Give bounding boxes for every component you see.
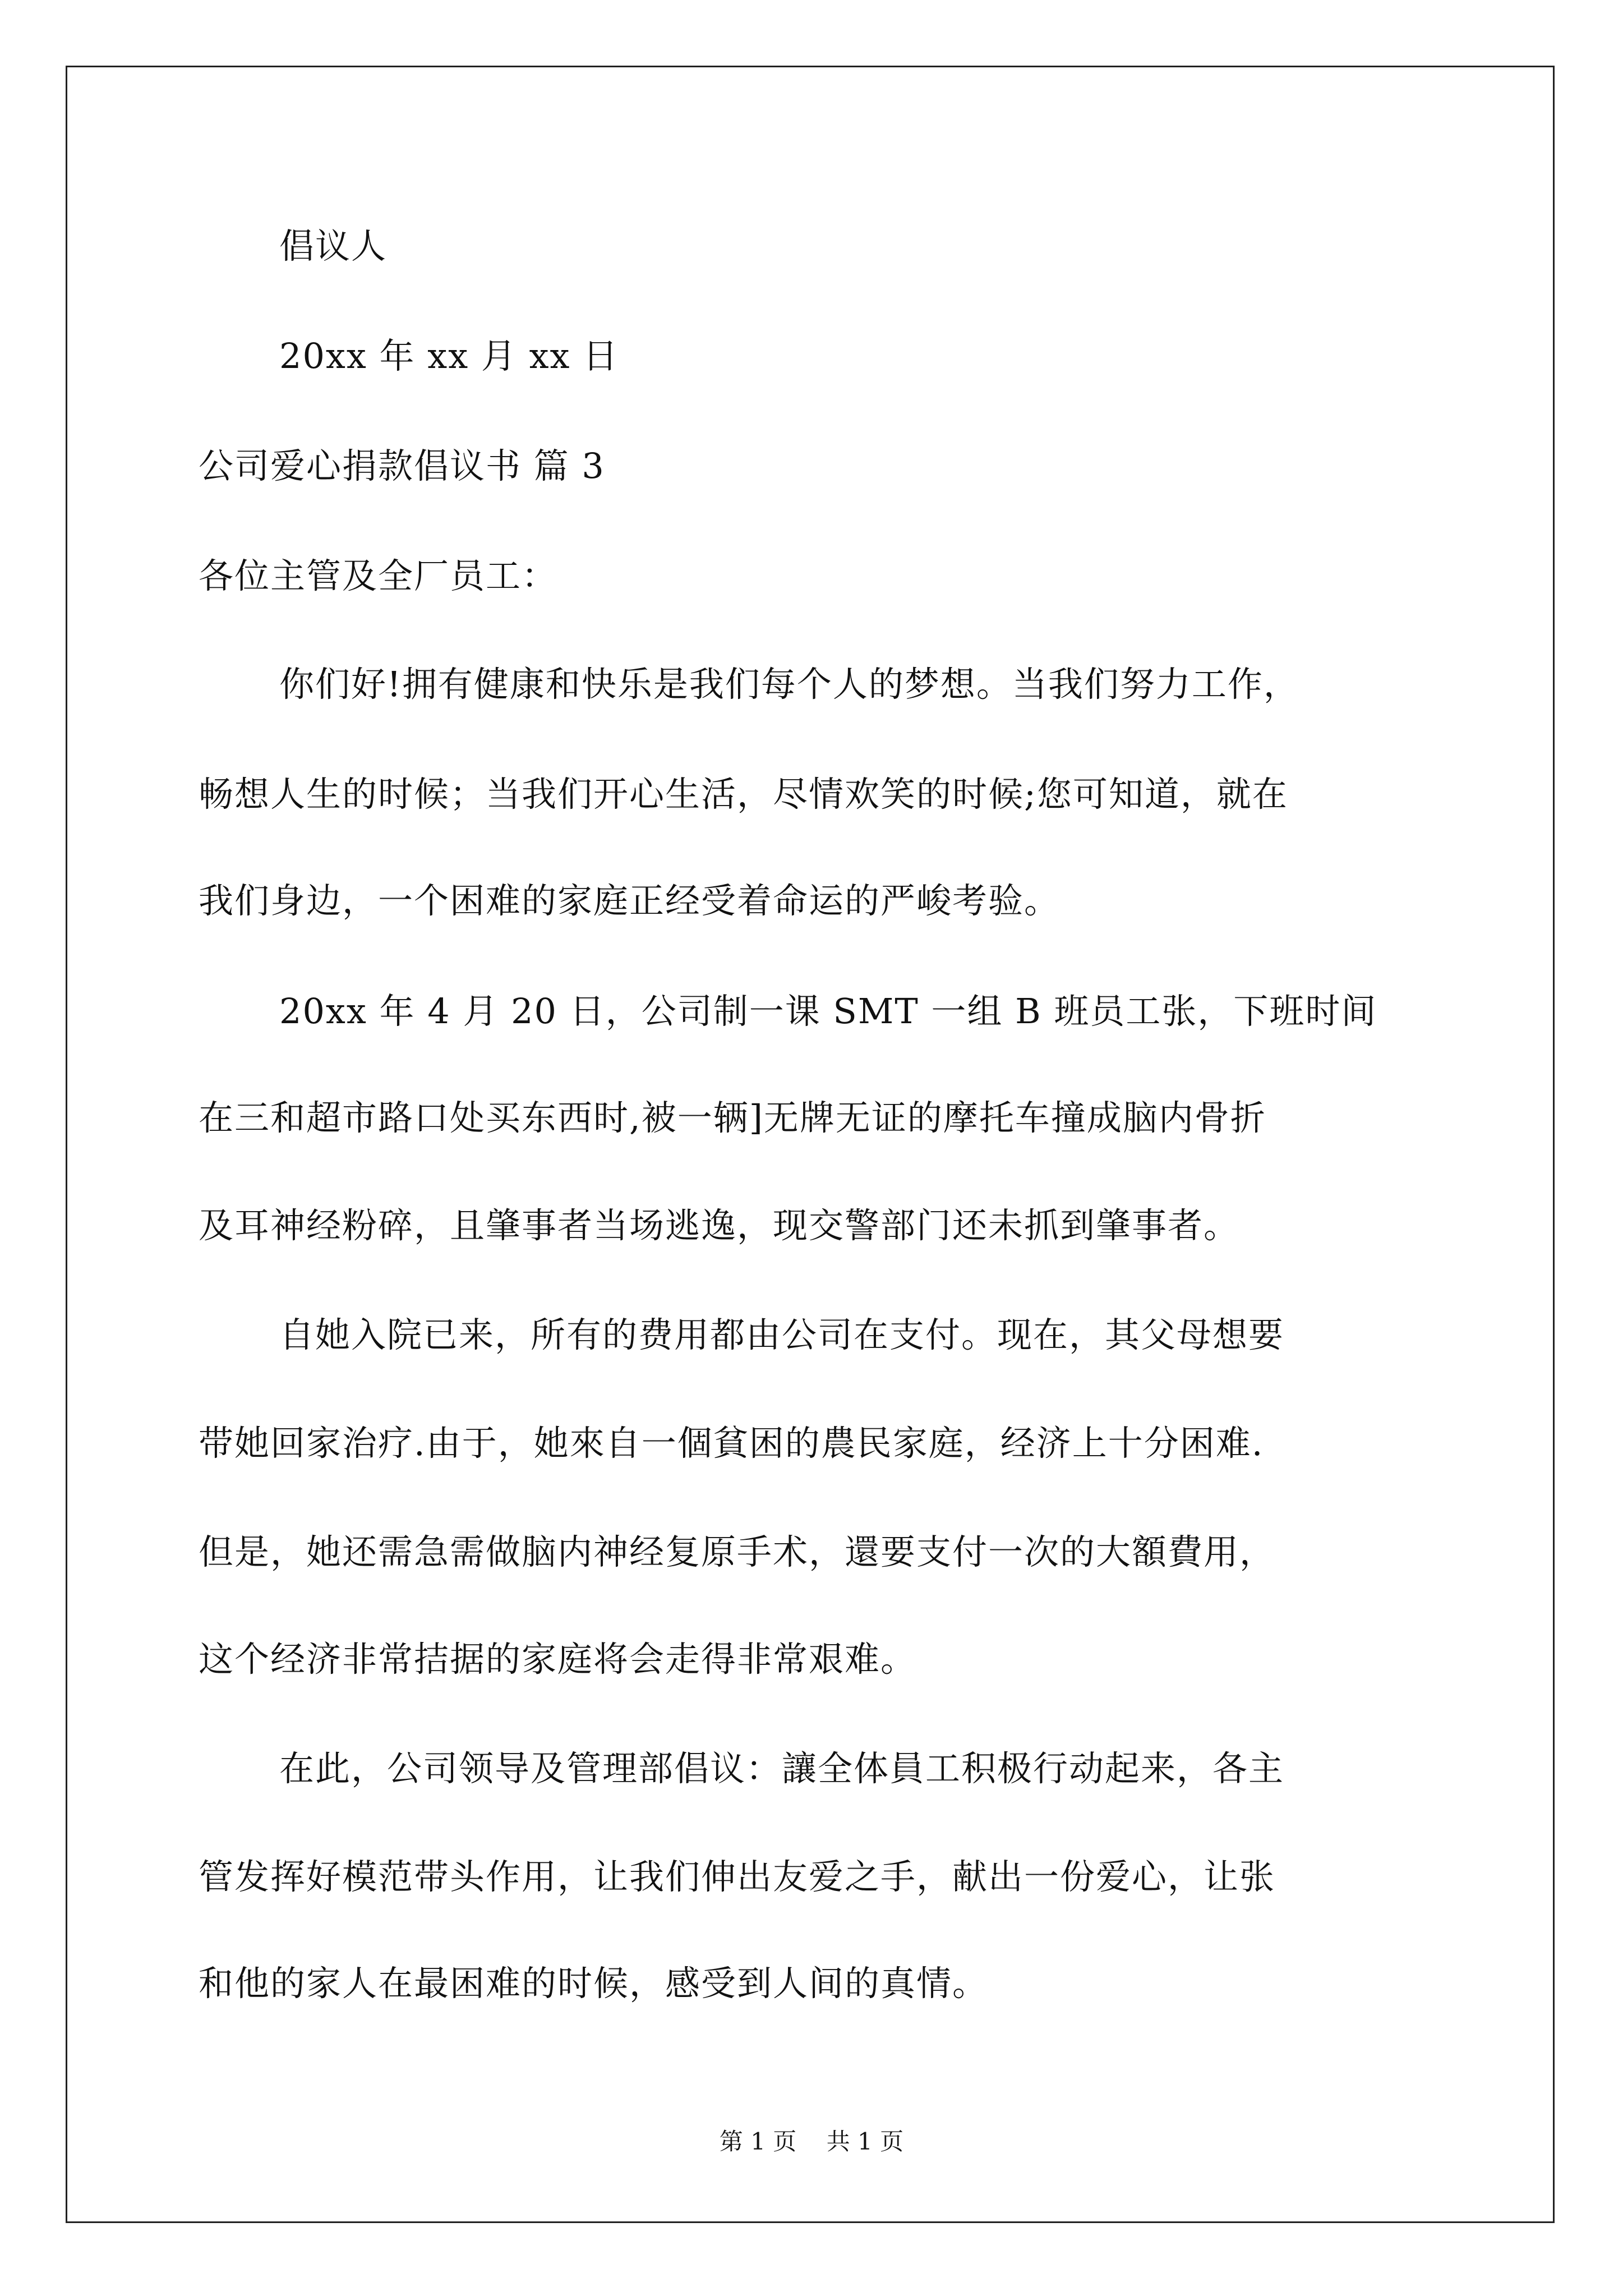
signature-label: 倡议人 bbox=[279, 226, 388, 266]
salutation: 各位主管及全厂员工： bbox=[199, 555, 558, 596]
paragraph-line: 自她入院已来，所有的费用都由公司在支付。现在，其父母想要 bbox=[279, 1314, 1285, 1355]
paragraph-line: 带她回家治疗.由于，她來自一個貧困的農民家庭，经济上十分困难. bbox=[199, 1423, 1264, 1464]
paragraph-line: 管发挥好模范带头作用，让我们伸出友爱之手，献出一份爱心，让张 bbox=[199, 1856, 1276, 1897]
document-title: 公司爱心捐款倡议书 篇 3 bbox=[199, 445, 605, 486]
paragraph-line: 但是，她还需急需做脑内神经复原手术，還要支付一次的大額費用， bbox=[199, 1531, 1276, 1572]
page-border bbox=[66, 66, 1555, 2223]
paragraph-line: 畅想人生的时候；当我们开心生活，尽情欢笑的时候;您可知道，就在 bbox=[199, 774, 1288, 815]
page-number: 第 1 页 共 1 页 bbox=[719, 2128, 904, 2155]
paragraph-line: 及耳神经粉碎，且肇事者当场逃逸，现交警部门还未抓到肇事者。 bbox=[199, 1205, 1240, 1246]
paragraph-line: 你们好!拥有健康和快乐是我们每个人的梦想。当我们努力工作， bbox=[279, 664, 1299, 705]
paragraph-line: 这个经济非常拮据的家庭将会走得非常艰难。 bbox=[199, 1639, 917, 1680]
paragraph-line: 我们身边，一个困难的家庭正经受着命运的严峻考验。 bbox=[199, 880, 1061, 921]
date-line: 20xx 年 xx 月 xx 日 bbox=[279, 335, 619, 376]
paragraph-line: 20xx 年 4 月 20 日，公司制一课 SMT 一组 B 班员工张，下班时间 bbox=[279, 991, 1377, 1032]
paragraph-line: 和他的家人在最困难的时候，感受到人间的真情。 bbox=[199, 1963, 989, 2004]
paragraph-line: 在此，公司领导及管理部倡议：讓全体員工积极行动起来，各主 bbox=[279, 1748, 1285, 1789]
paragraph-line: 在三和超市路口处买东西时,被一辆]无牌无证的摩托车撞成脑内骨折 bbox=[199, 1097, 1266, 1138]
